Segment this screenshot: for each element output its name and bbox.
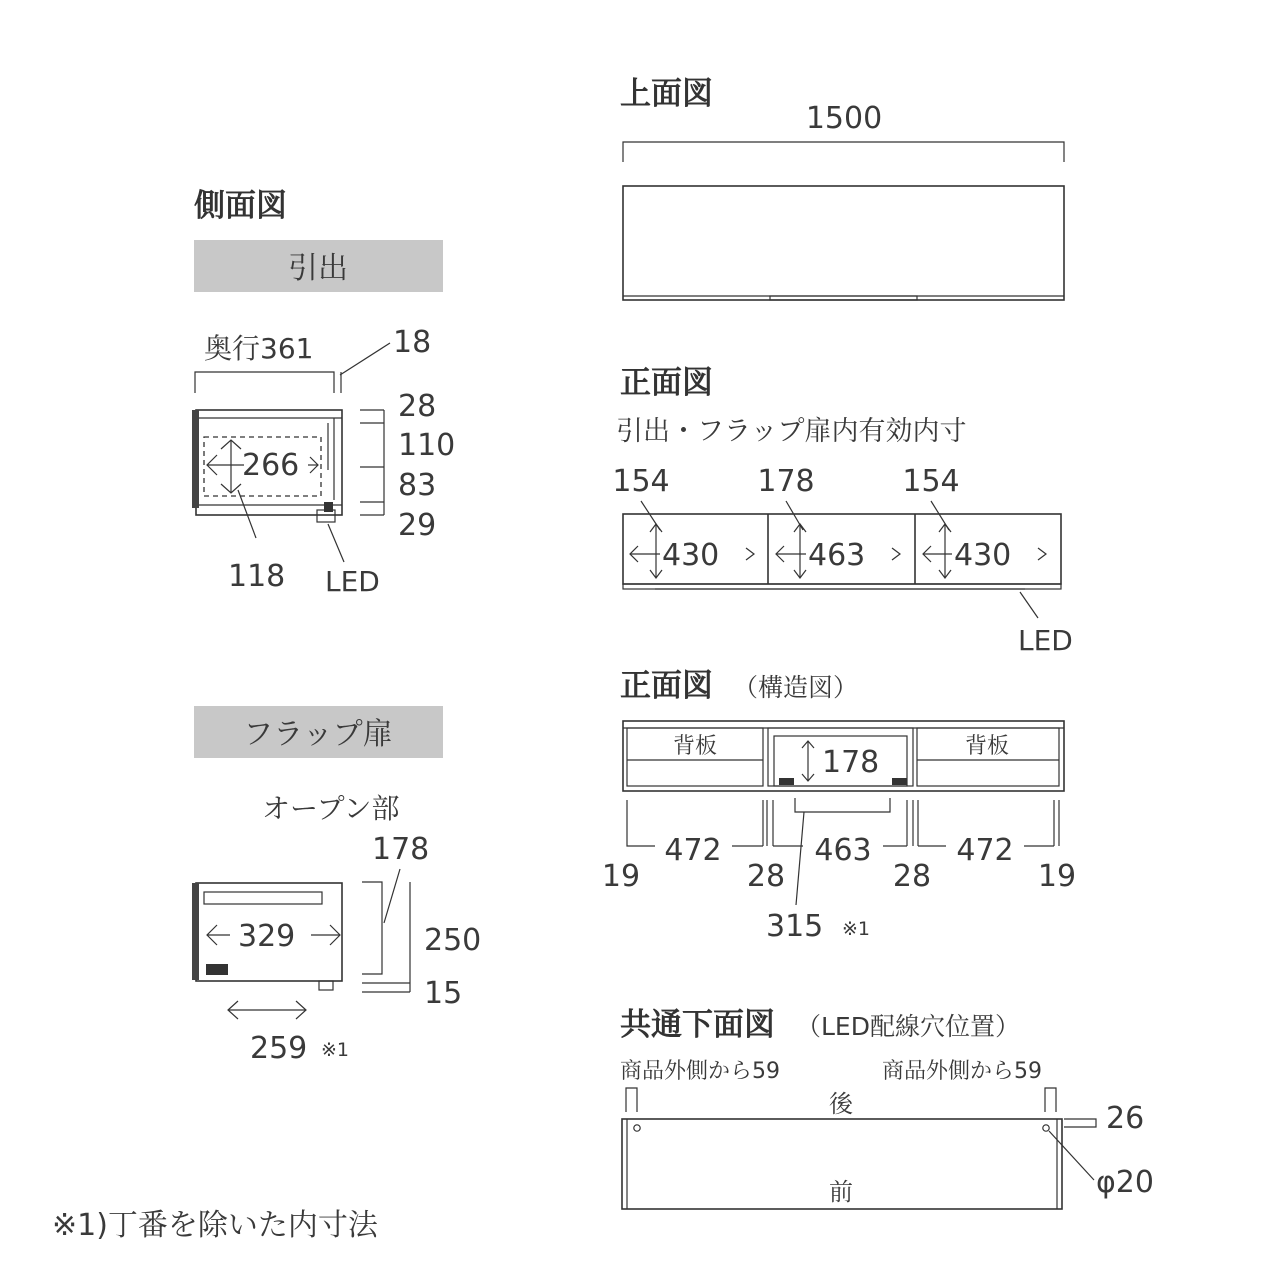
- flap-tab-label: フラップ扉: [243, 717, 393, 752]
- front-height-2: 154: [902, 464, 960, 499]
- front-height-1: 178: [757, 464, 815, 499]
- footnote: ※1)丁番を除いた内寸法: [52, 1208, 378, 1243]
- structure-view-drawing: [602, 721, 1076, 944]
- structure-side-28-left: 28: [746, 859, 786, 894]
- top-view-title: 上面図: [620, 76, 713, 112]
- top-width-1500: 1500: [805, 101, 883, 136]
- drawer-side-drawing: [192, 325, 455, 598]
- right-hole-note: 商品外側から59: [882, 1059, 1042, 1084]
- bottom-dim-26: 26: [1106, 1101, 1145, 1136]
- back-panel-right: 背板: [964, 734, 1010, 759]
- bottom-view-title: 共通下面図: [620, 1007, 775, 1043]
- structure-side-19-left: 19: [601, 859, 641, 894]
- flap-side-drawing: [192, 792, 481, 1066]
- drawer-tab-label: 引出: [288, 251, 348, 286]
- front-width-0: 430: [662, 538, 720, 573]
- bottom-view-drawing: [620, 1059, 1154, 1209]
- hole-diameter: φ20: [1096, 1165, 1154, 1200]
- front-width-1: 463: [808, 538, 866, 573]
- structure-dim-178: 178: [822, 745, 880, 780]
- structure-side-28-right: 28: [892, 859, 932, 894]
- top-view-drawing: [623, 101, 1064, 300]
- front-view-title: 正面図: [620, 365, 713, 401]
- flap-dim-178: 178: [372, 832, 430, 867]
- structure-dim-472-right: 472: [956, 833, 1014, 868]
- structure-side-19-right: 19: [1037, 859, 1077, 894]
- structure-inner-315: 315: [766, 909, 824, 944]
- bottom-view-note: （LED配線穴位置）: [796, 1012, 1020, 1041]
- structure-dim-463: 463: [814, 833, 872, 868]
- dim-18: 18: [393, 325, 432, 360]
- wiring-hole-right: [1043, 1125, 1049, 1131]
- left-hole-note: 商品外側から59: [620, 1059, 780, 1084]
- flap-dim-259: 259: [250, 1031, 308, 1066]
- structure-view-note: （構造図）: [733, 673, 859, 702]
- front-label: 前: [829, 1178, 853, 1206]
- front-view-subtitle: 引出・フラップ扉内有効内寸: [616, 416, 967, 447]
- flap-dim-15: 15: [424, 976, 463, 1011]
- flap-dim-250: 250: [424, 923, 482, 958]
- wiring-hole-left: [634, 1125, 640, 1131]
- back-panel-left: 背板: [672, 734, 718, 759]
- flap-dim-329: 329: [238, 919, 296, 954]
- structure-dim-472-left: 472: [664, 833, 722, 868]
- dim-266: 266: [242, 448, 300, 483]
- dim-83: 83: [398, 468, 437, 503]
- dim-110: 110: [398, 428, 456, 463]
- depth-label: 奥行361: [204, 332, 314, 365]
- front-width-2: 430: [954, 538, 1012, 573]
- dim-28: 28: [398, 389, 437, 424]
- front-led-label: LED: [1018, 624, 1073, 657]
- structure-view-title: 正面図: [620, 668, 713, 704]
- back-label: 後: [829, 1090, 853, 1118]
- flap-note-mark: ※1: [321, 1039, 350, 1061]
- dim-118: 118: [228, 559, 286, 594]
- dim-29: 29: [398, 508, 437, 543]
- structure-note-mark: ※1: [842, 918, 871, 940]
- front-height-0: 154: [612, 464, 670, 499]
- front-view-drawing: [612, 464, 1072, 657]
- drawer-led-label: LED: [325, 565, 380, 598]
- open-label: オープン部: [262, 792, 400, 825]
- side-view-title: 側面図: [194, 188, 287, 224]
